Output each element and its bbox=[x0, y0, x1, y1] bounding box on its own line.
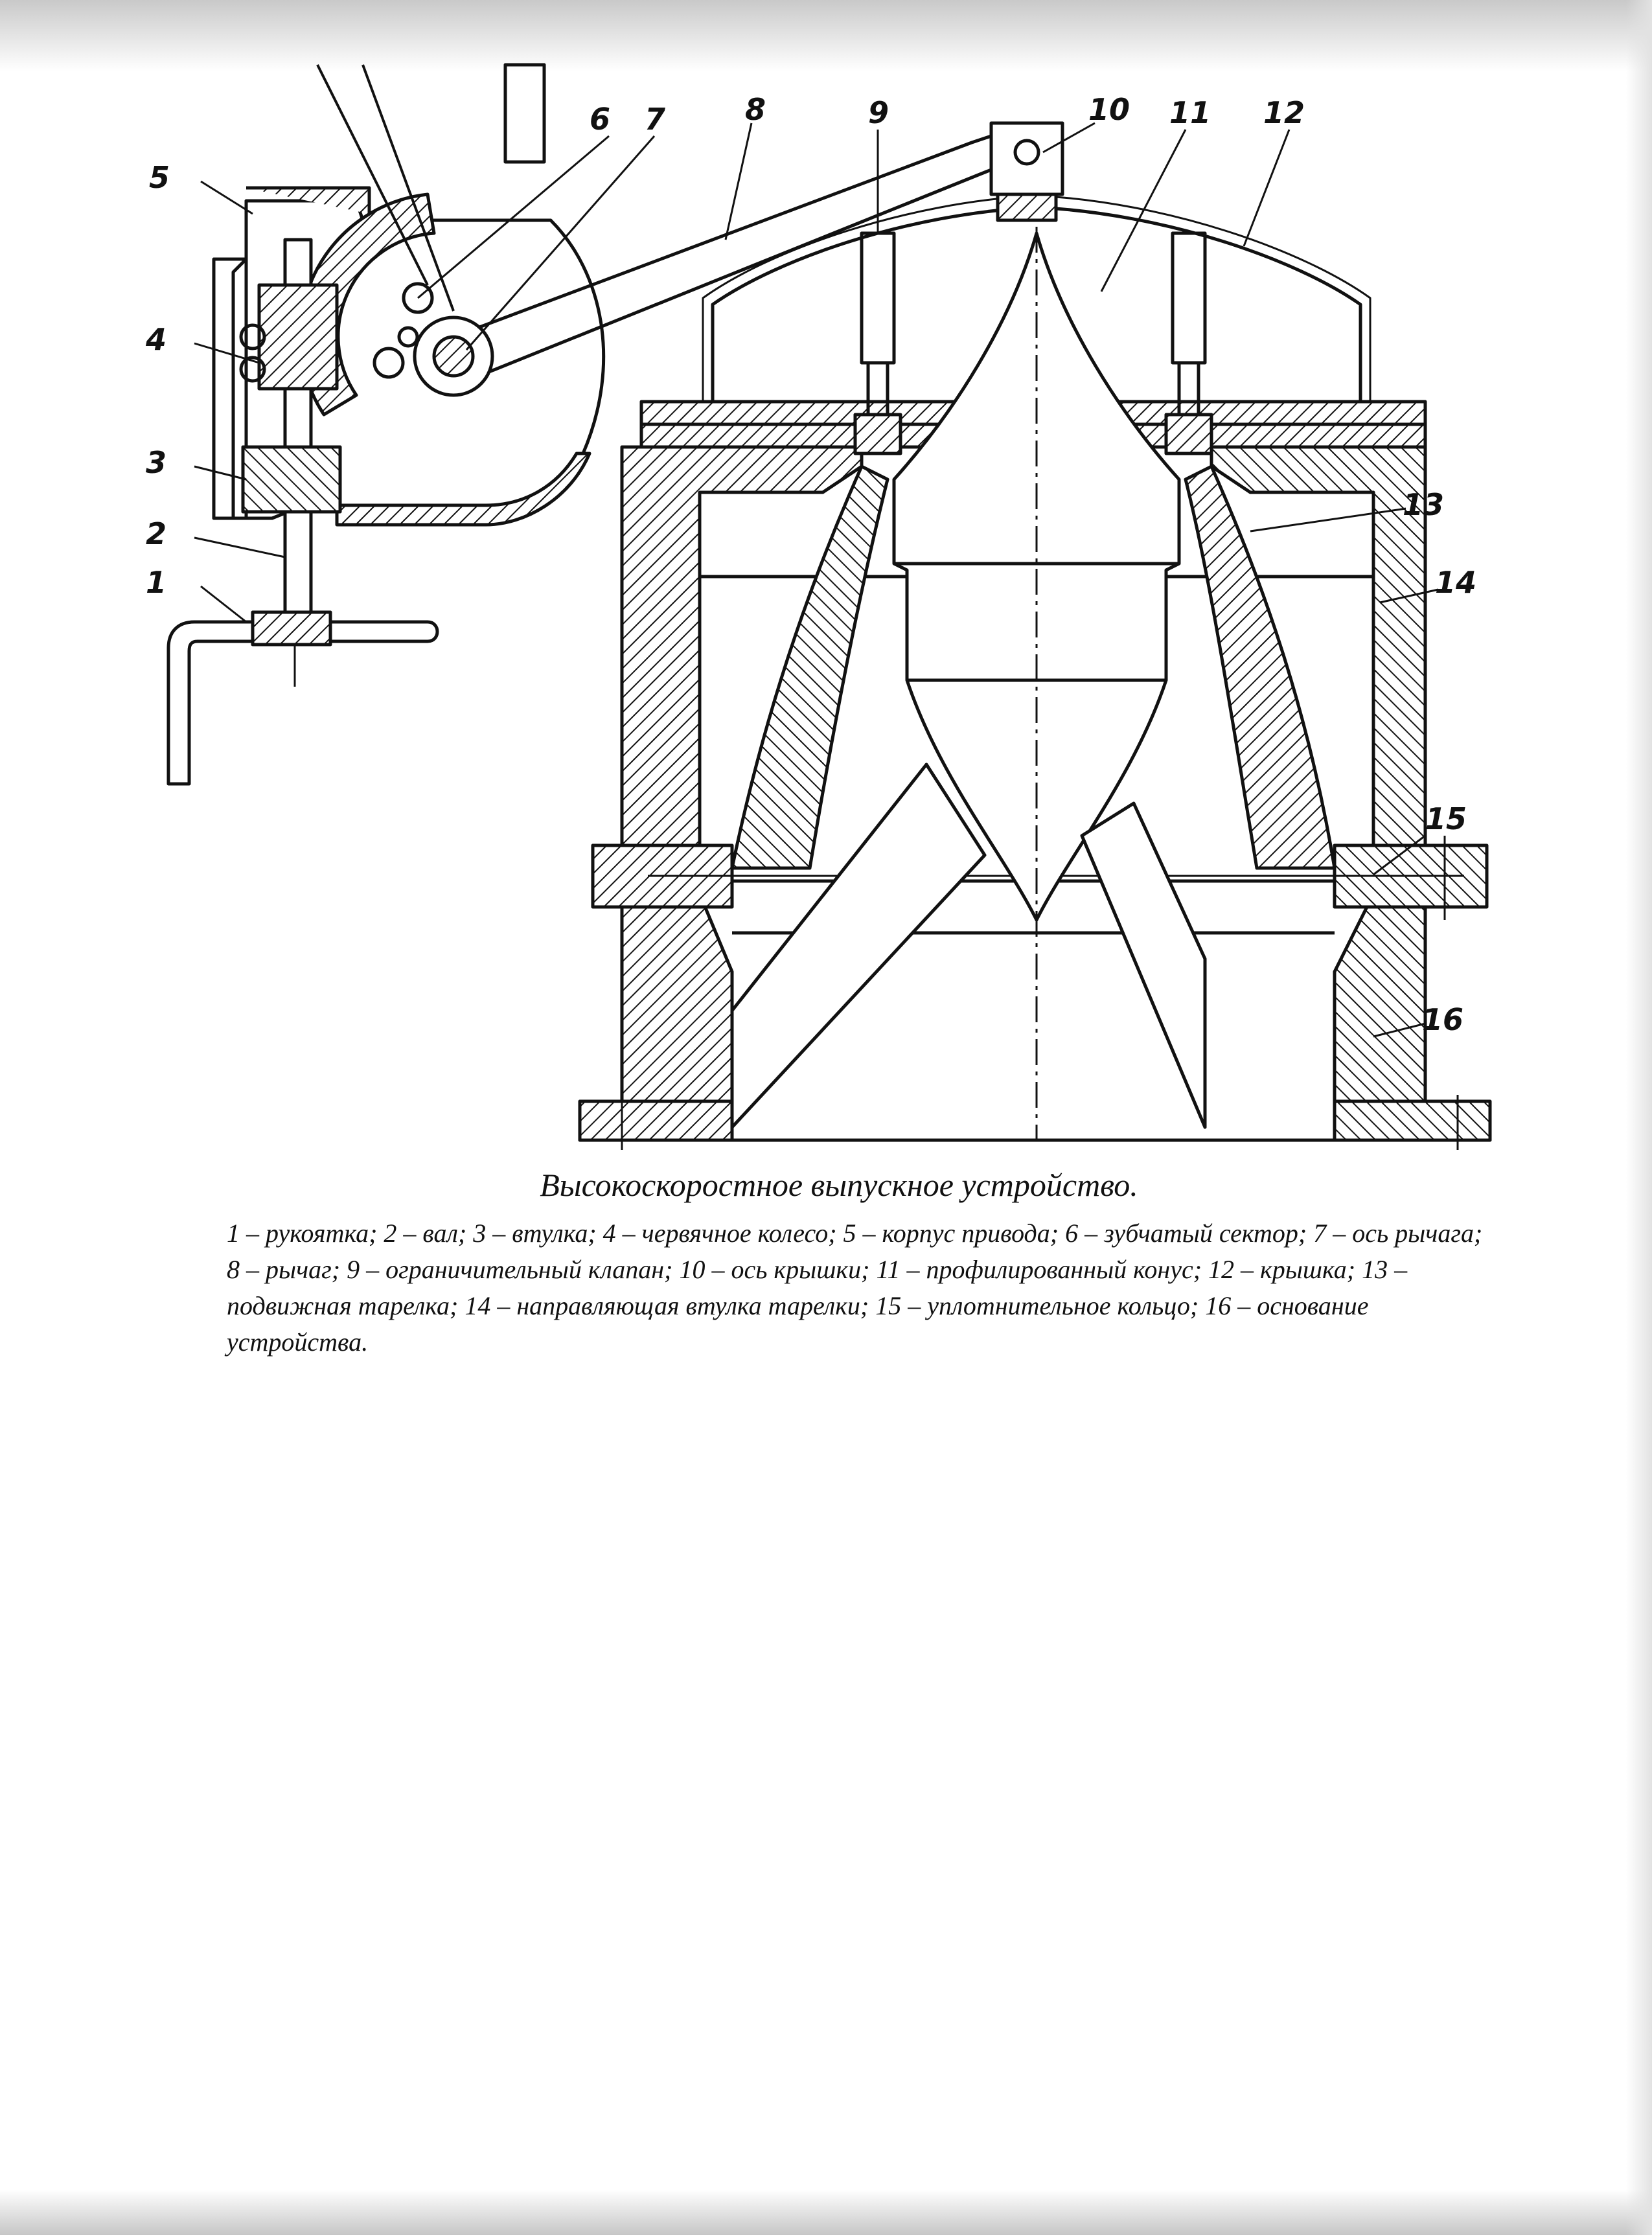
callout-6: 6 bbox=[590, 102, 611, 137]
callout-2: 2 bbox=[146, 516, 167, 551]
callout-7: 7 bbox=[645, 102, 666, 137]
callout-1: 1 bbox=[146, 565, 167, 600]
callout-8: 8 bbox=[745, 92, 766, 127]
callout-3: 3 bbox=[146, 445, 167, 480]
profiled-cone bbox=[894, 227, 1179, 1140]
lever-axis bbox=[415, 317, 492, 395]
callout-15: 15 bbox=[1425, 801, 1467, 836]
handle bbox=[168, 612, 437, 784]
callout-11: 11 bbox=[1169, 95, 1211, 130]
callout-12: 12 bbox=[1263, 95, 1305, 130]
callout-9: 9 bbox=[868, 95, 889, 130]
callout-4: 4 bbox=[146, 322, 167, 357]
figure-legend: 1 – рукоятка; 2 – вал; 3 – втулка; 4 – червячное колесо; 5 – корпус привода; 6 – зубчатый сектор; 7 – ось рычага; 8 – рычаг; 9 – ограничительный клапан; 10 – ось крышки; 11 – профилированный конус; 12 – крышка; 13 – подвижная тарелка; 14 – направляющая втулка тарелки; 15 – уплотнительное кольцо; 16 – основание устройства. bbox=[227, 1219, 1483, 1357]
callout-14: 14 bbox=[1435, 565, 1477, 600]
scan-shadow-bottom bbox=[0, 2190, 1652, 2235]
drive-shaft bbox=[241, 240, 340, 628]
device-base bbox=[580, 1095, 1490, 1150]
figure-title: Высокоскоростное выпускное устройство. bbox=[540, 1167, 1138, 1203]
callout-13: 13 bbox=[1403, 487, 1445, 522]
callout-16: 16 bbox=[1422, 1002, 1464, 1037]
callout-5: 5 bbox=[149, 160, 170, 195]
callout-10: 10 bbox=[1088, 92, 1130, 127]
